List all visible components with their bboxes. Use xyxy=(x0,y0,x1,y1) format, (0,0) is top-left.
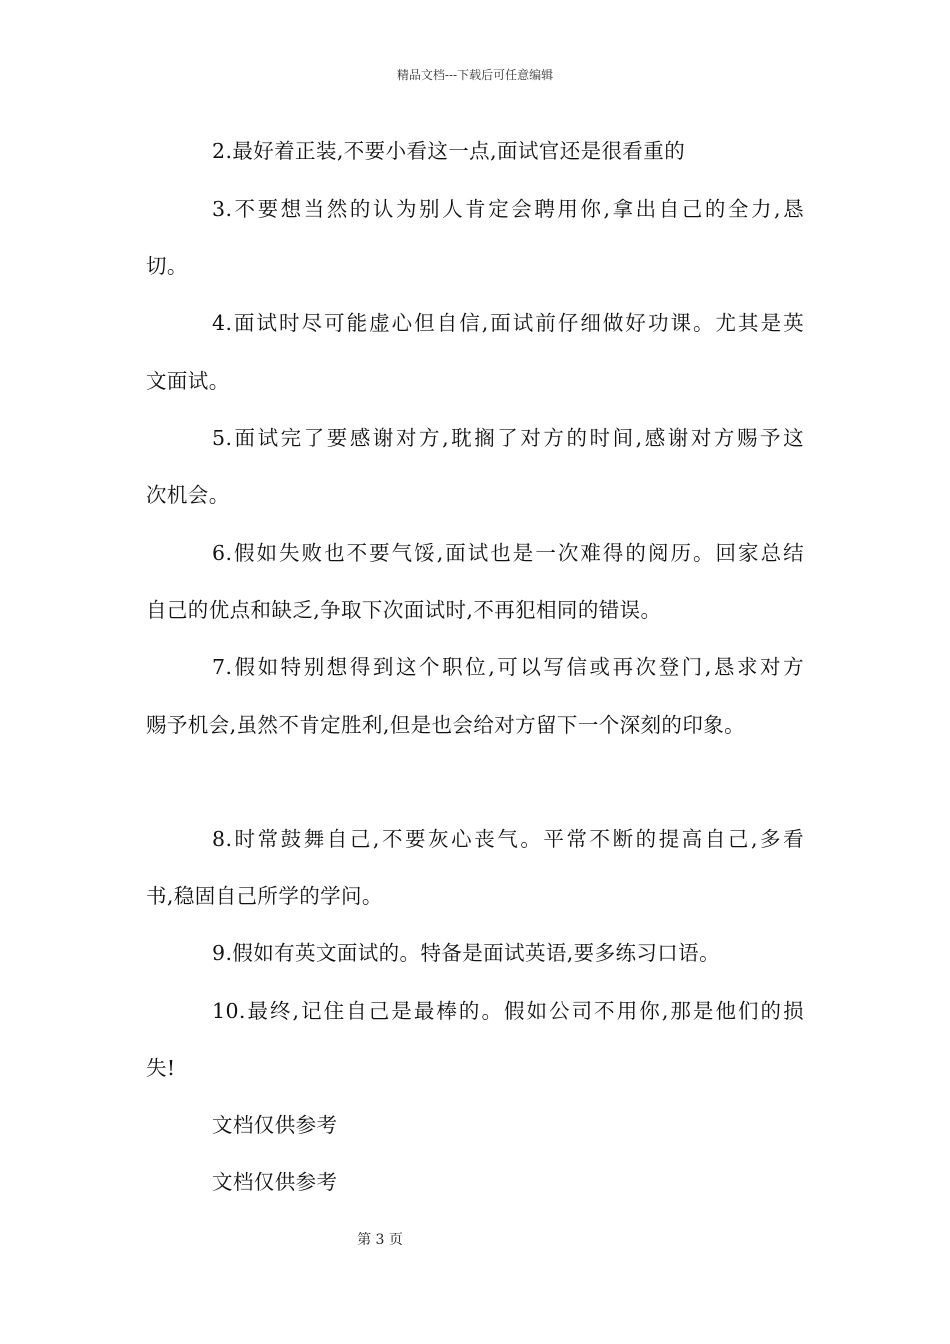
item-8-line-1: 8.时常鼓舞自己,不要灰心丧气。平常不断的提高自己,多看 xyxy=(212,827,804,851)
item-10-line-2: 失! xyxy=(146,1056,176,1080)
item-5-line-1: 5.面试完了要感谢对方,耽搁了对方的时间,感谢对方赐予这 xyxy=(212,426,804,450)
item-6-line-2: 自己的优点和缺乏,争取下次面试时,不再犯相同的错误。 xyxy=(146,598,662,622)
item-2-line-1: 2.最好着正装,不要小看这一点,面试官还是很看重的 xyxy=(212,139,686,163)
page-number: 第 3 页 xyxy=(357,1232,403,1248)
item-9-line-1: 9.假如有英文面试的。特备是面试英语,要多练习口语。 xyxy=(212,941,720,965)
item-10-line-1: 10.最终,记住自己是最棒的。假如公司不用你,那是他们的损 xyxy=(212,999,804,1023)
item-6-line-1: 6.假如失败也不要气馁,面试也是一次难得的阅历。回家总结 xyxy=(212,541,804,565)
item-4-line-1: 4.面试时尽可能虚心但自信,面试前仔细做好功课。尤其是英 xyxy=(212,311,804,335)
item-3-line-1: 3.不要想当然的认为别人肯定会聘用你,拿出自己的全力,恳 xyxy=(212,197,804,221)
item-3-line-2: 切。 xyxy=(146,254,188,278)
item-8-line-2: 书,稳固自己所学的学问。 xyxy=(146,884,383,908)
item-7-line-1: 7.假如特别想得到这个职位,可以写信或再次登门,恳求对方 xyxy=(212,655,804,679)
reference-note-2: 文档仅供参考 xyxy=(212,1170,338,1194)
item-7-line-2: 赐予机会,虽然不肯定胜利,但是也会给对方留下一个深刻的印象。 xyxy=(146,713,746,737)
item-4-line-2: 文面试。 xyxy=(146,369,230,393)
item-5-line-2: 次机会。 xyxy=(146,483,230,507)
reference-note-1: 文档仅供参考 xyxy=(212,1113,338,1137)
page-header: 精品文档---下载后可任意编辑 xyxy=(396,68,554,82)
